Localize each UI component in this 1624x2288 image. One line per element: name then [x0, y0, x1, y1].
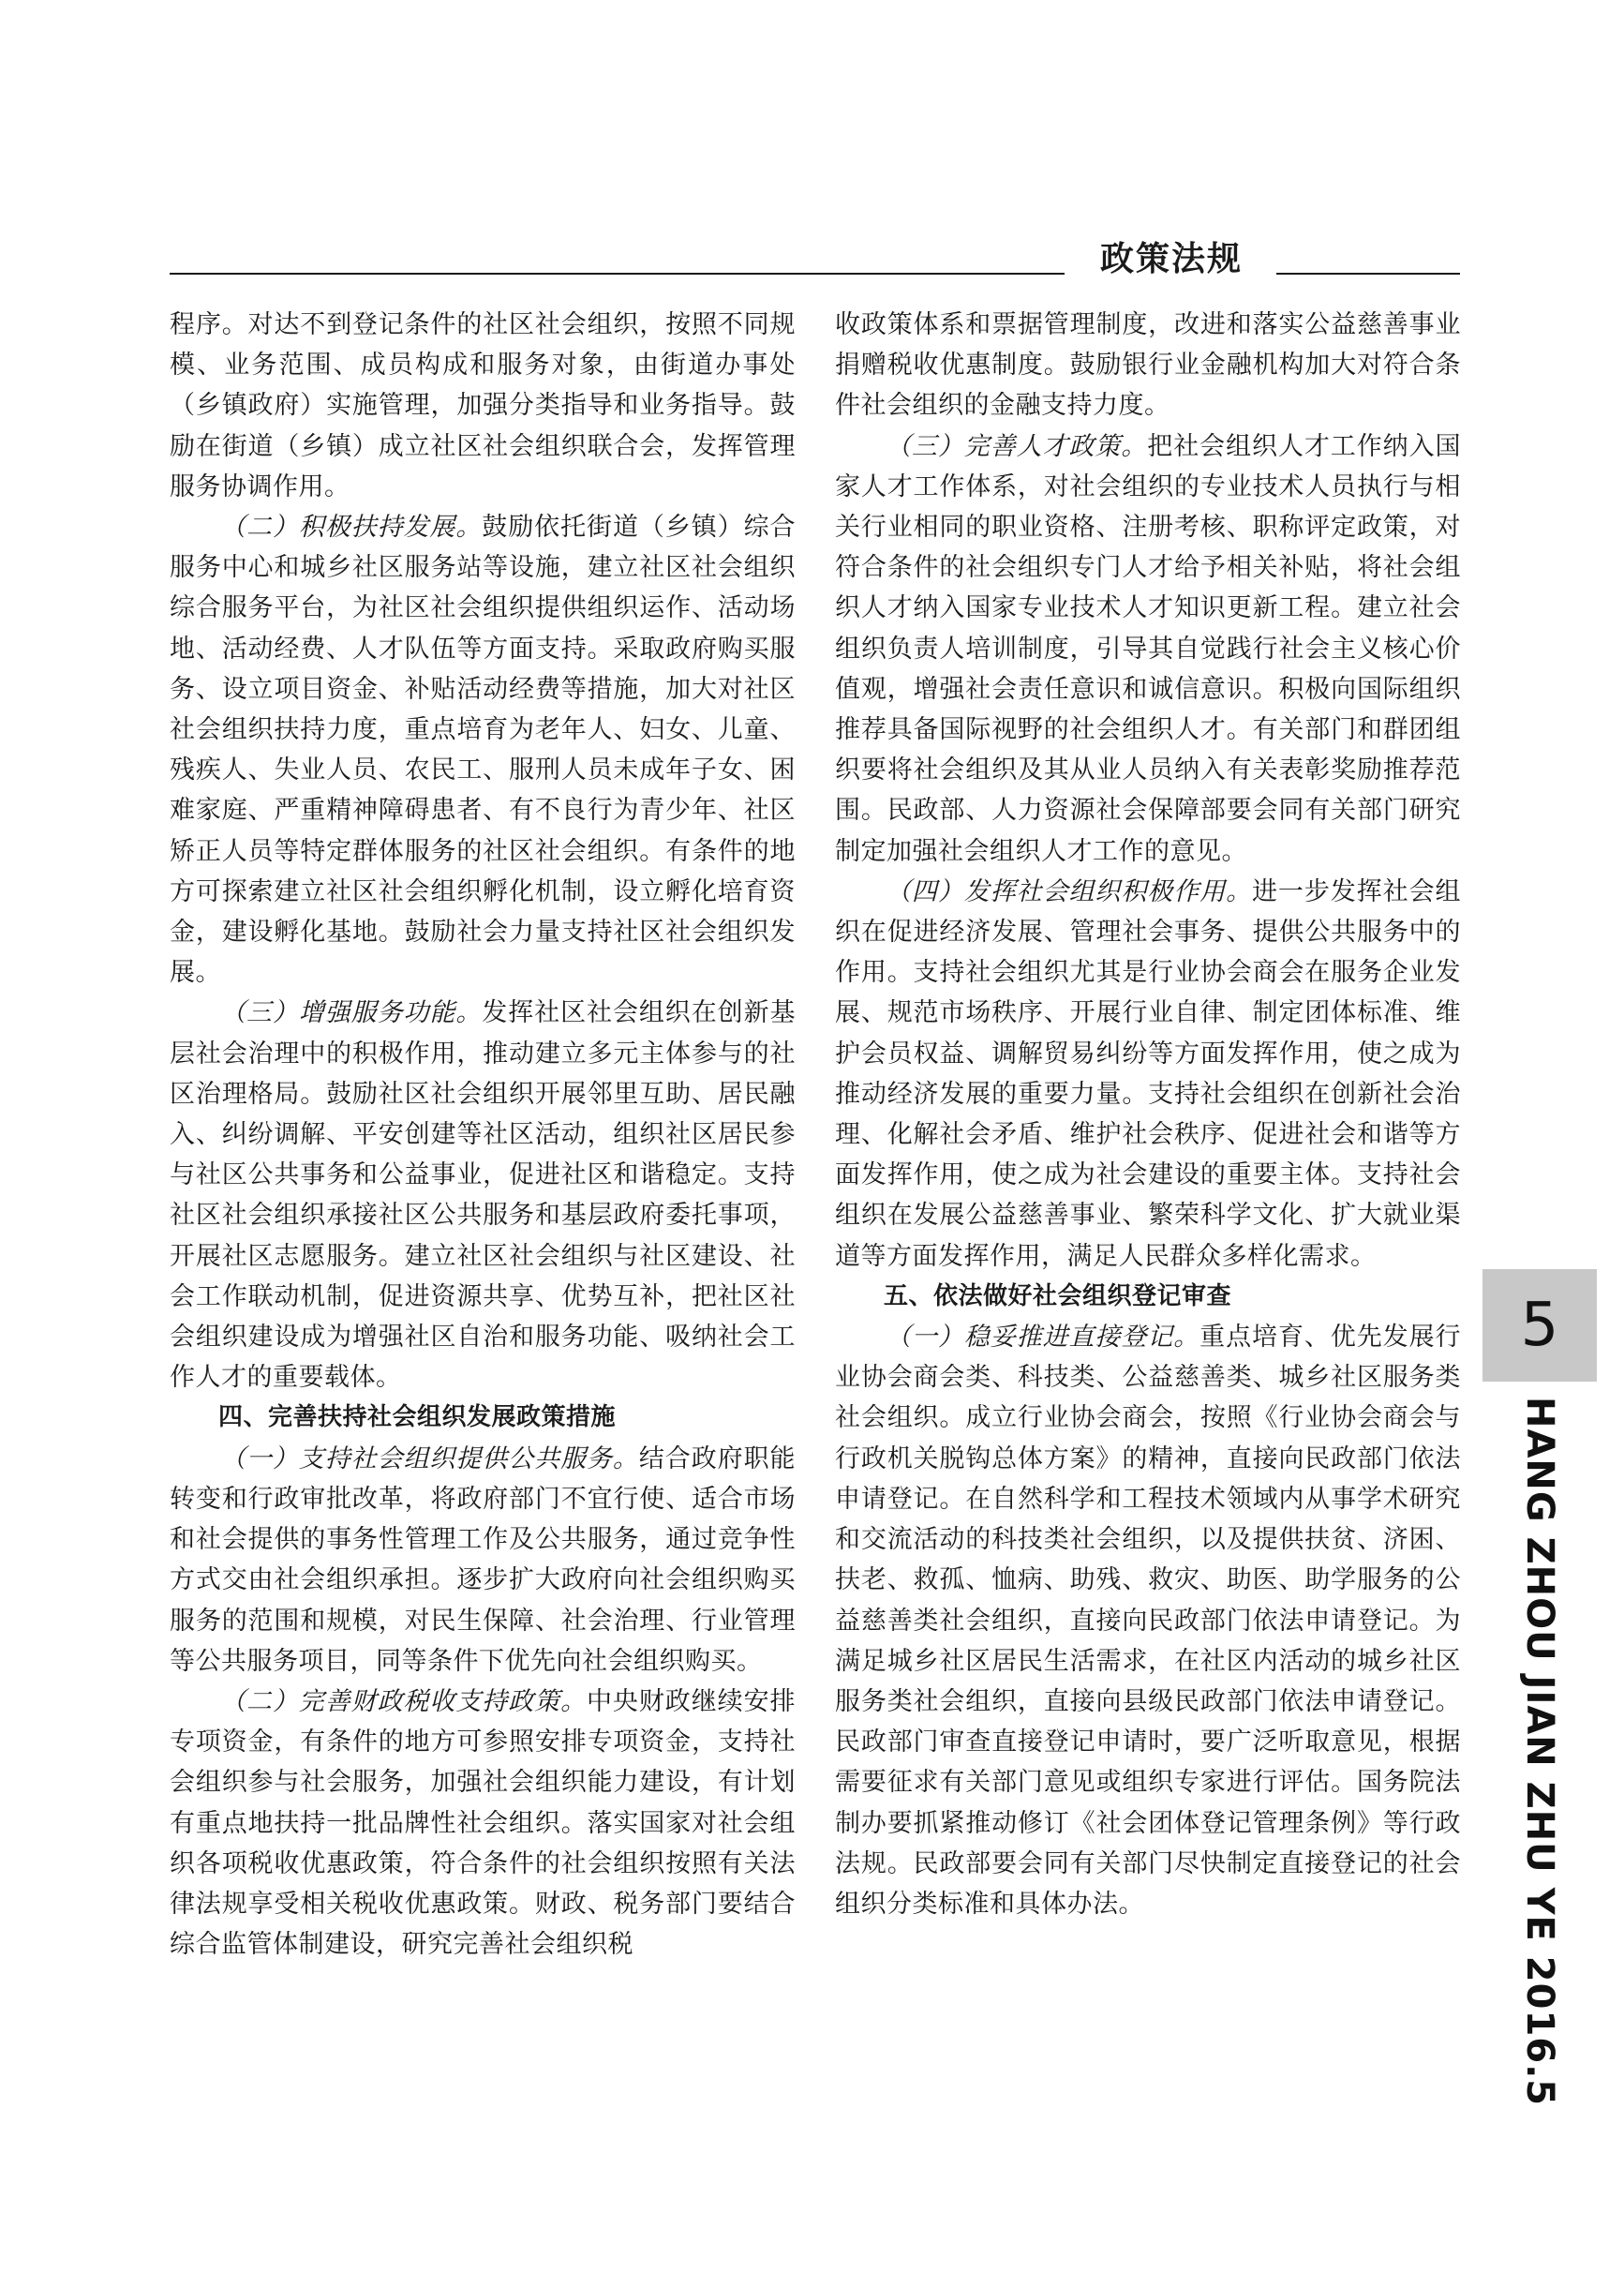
paragraph-text: 中央财政继续安排专项资金，有条件的地方可参照安排专项资金，支持社会组织参与社会服务，加强社会组织能力建设，有计划有重点地扶持一批品牌性社会组织。落实国家对社会组织各项税收优惠政策，符合条件的社会组织按照有关法律法规享受相关税收优惠政策。财政、税务部门要结合综合监管体制建设，研究完善社会组织税 — [170, 1686, 796, 1960]
paragraph-text: 重点培育、优先发展行业协会商会类、科技类、公益慈善类、城乡社区服务类社会组织。成立行业协会商会，按照《行业协会商会与行政机关脱钩总体方案》的精神，直接向民政部门依法申请登记。在自然科学和工程技术领域内从事学术研究和交流活动的科技类社会组织，以及提供扶贫、济困、扶老、救孤、恤病、助残、救灾、助医、助学服务的公益慈善类社会组织，直接向民政部门依法申请登记。为满足城乡社区居民生活需求，在社区内活动的城乡社区服务类社会组织，直接向县级民政部门依法申请登记。民政部门审查直接登记申请时，要广泛听取意见，根据需要征求有关部门意见或组织专家进行评估。国务院法制办要抓紧推动修订《社会团体登记管理条例》等行政法规。民政部要会同有关部门尽快制定直接登记的社会组织分类标准和具体办法。 — [835, 1323, 1462, 1919]
paragraph-text: 收政策体系和票据管理制度，改进和落实公益慈善事业捐赠税收优惠制度。鼓励银行业金融机构加大对符合条件社会组织的金融支持力度。 — [835, 310, 1461, 421]
paragraph — [835, 305, 1461, 426]
right-column — [835, 305, 1461, 1924]
header-rule-left — [170, 273, 1065, 275]
paragraph-text: 鼓励依托街道（乡镇）综合服务中心和城乡社区服务站等设施，建立社区社会组织综合服务平台，为社区社会组织提供组织运作、活动场地、活动经费、人才队伍等方面支持。采取政府购买服务、设立项目资金、补贴活动经费等措施，加大对社区社会组织扶持力度，重点培育为老年人、妇女、儿童、残疾人、失业人员、农民工、服刑人员未成年子女、困难家庭、严重精神障碍患者、有不良行为青少年、社区矫正人员等特定群体服务的社区社会组织。有条件的地方可探索建立社区社会组织孵化机制，设立孵化培育资金，建设孵化基地。鼓励社会力量支持社区社会组织发展。 — [170, 513, 797, 988]
paragraph-text: 结合政府职能转变和行政审批改革，将政府部门不宜行使、适合市场和社会提供的事务性管理工作及公共服务，通过竞争性方式交由社会组织承担。逐步扩大政府向社会组织购买服务的范围和规模，对民生保障、社会治理、行业管理等公共服务项目，同等条件下优先向社会组织购买。 — [170, 1443, 797, 1676]
left-column — [170, 305, 796, 1965]
paragraph — [170, 305, 796, 507]
page-number: 5 — [1520, 1291, 1559, 1360]
section-heading: 四、完善扶持社会组织发展政策措施 — [218, 1403, 617, 1432]
header-rule-right — [1276, 273, 1460, 275]
paragraph-text: 发挥社区社会组织在创新基层社会治理中的积极作用，推动建立多元主体参与的社区治理格局。鼓励社区社会组织开展邻里互助、居民融入、纠纷调解、平安创建等社区活动，组织社区居民参与社区公共事务和公益事业，促进社区和谐稳定。支持社区社会组织承接社区公共服务和基层政府委托事项，开展社区志愿服务。建立社区社会组织与社区建设、社会工作联动机制，促进资源共享、优势互补，把社区社会组织建设成为增强社区自治和服务功能、吸纳社会工作人才的重要载体。 — [170, 998, 797, 1393]
paragraph-lead: （一）稳妥推进直接登记。 — [886, 1323, 1200, 1353]
paragraph — [170, 1439, 796, 1682]
page-number-tab — [1482, 1269, 1597, 1382]
paragraph-lead: （三）完善人才政策。 — [886, 431, 1148, 461]
paragraph — [835, 872, 1461, 1277]
paragraph-text: 程序。对达不到登记条件的社区社会组织，按照不同规模、业务范围、成员构成和服务对象，由街道办事处（乡镇政府）实施管理，加强分类指导和业务指导。鼓励在街道（乡镇）成立社区社会组织联合会，发挥管理服务协调作用。 — [170, 310, 796, 501]
paragraph-lead: （四）发挥社会组织积极作用。 — [886, 876, 1252, 906]
paragraph-text: 进一步发挥社会组织在促进经济发展、管理社会事务、提供公共服务中的作用。支持社会组织尤其是行业协会商会在服务企业发展、规范市场秩序、开展行业自律、制定团体标准、维护会员权益、调解贸易纠纷等方面发挥作用，使之成为推动经济发展的重要力量。支持社会组织在创新社会治理、化解社会矛盾、维护社会秩序、促进社会和谐等方面发挥作用，使之成为社会建设的重要主体。支持社会组织在发展公益慈善事业、繁荣科学文化、扩大就业渠道等方面发挥作用，满足人民群众多样化需求。 — [835, 876, 1461, 1271]
paragraph — [835, 1317, 1461, 1924]
paragraph-lead: （二）积极扶持发展。 — [220, 513, 483, 543]
paragraph-lead: （一）支持社会组织提供公共服务。 — [220, 1443, 639, 1473]
paragraph-lead: （二）完善财政税收支持政策。 — [220, 1686, 587, 1716]
paragraph — [170, 1682, 796, 1965]
paragraph-text: 把社会组织人才工作纳入国家人才工作体系，对社会组织的专业技术人员执行与相关行业相同的职业资格、注册考核、职称评定政策，对符合条件的社会组织专门人才给予相关补贴，将社会组织人才纳入国家专业技术人才知识更新工程。建立社会组织负责人培训制度，引导其自觉践行社会主义核心价值观，增强社会责任意识和诚信意识。积极向国际组织推荐具备国际视野的社会组织人才。有关部门和群团组织要将社会组织及其从业人员纳入有关表彰奖励推荐范围。民政部、人力资源社会保障部要会同有关部门研究制定加强社会组织人才工作的意见。 — [835, 431, 1462, 866]
section-heading: 五、依法做好社会组织登记审查 — [884, 1281, 1232, 1310]
section-title: 政策法规 — [1099, 240, 1243, 278]
paragraph — [170, 993, 796, 1398]
paragraph-lead: （三）增强服务功能。 — [220, 998, 483, 1028]
paragraph — [170, 507, 796, 993]
journal-side-text: HANG ZHOU JIAN ZHU YE 2016.5 — [1518, 1397, 1561, 2107]
paragraph — [835, 426, 1461, 872]
